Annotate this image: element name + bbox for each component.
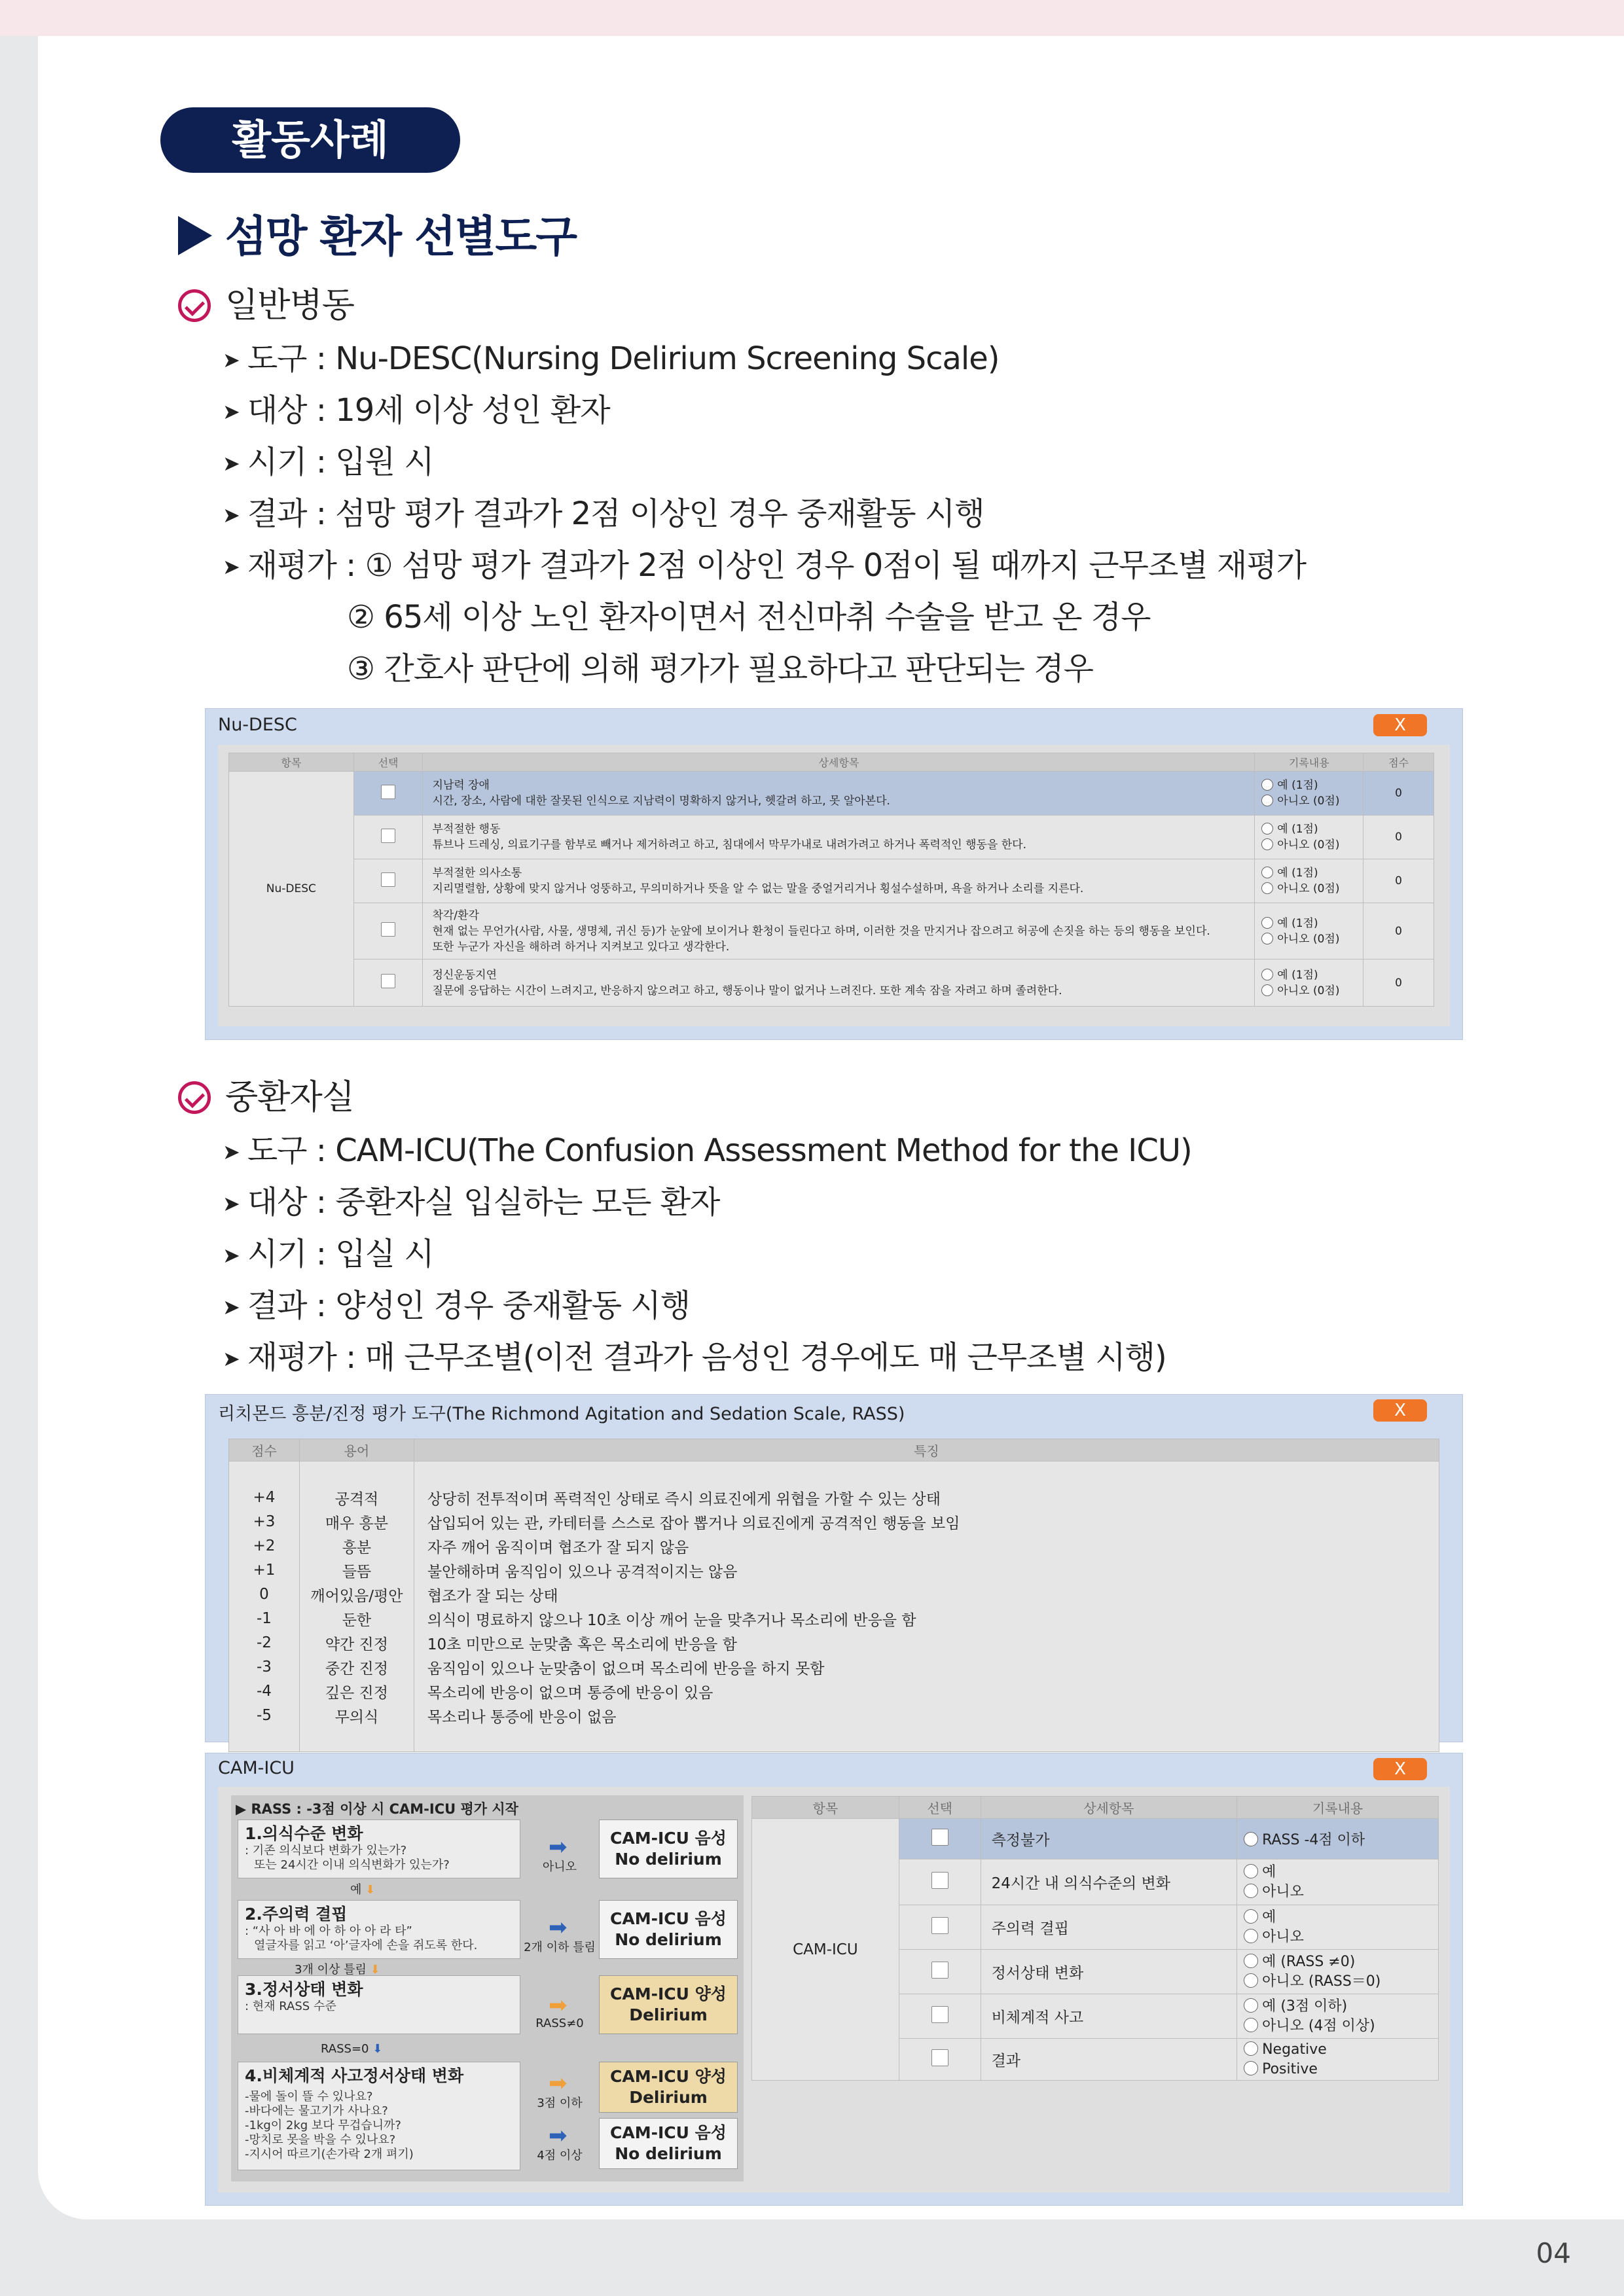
arrow-icon: ➤	[223, 1295, 240, 1319]
checkbox[interactable]	[381, 872, 395, 887]
flow-step-3: 3.정서상태 변화 : 현재 RASS 수준	[238, 1975, 520, 2034]
arrow-icon: ➤	[223, 451, 240, 476]
checkbox[interactable]	[381, 785, 395, 799]
table-row: Nu-DESC 지남력 장애 시간, 장소, 사람에 대한 잘못된 인식으로 지남력이 명확하지 않거나, 헷갈려 하고, 못 알아본다. 예 (1점) 아니오 (0점) 0	[229, 772, 1434, 816]
group-label: Nu-DESC	[229, 772, 354, 1007]
check-circle-icon	[178, 289, 211, 322]
down-arrow-icon: ⬇	[365, 1883, 376, 1897]
radio-button[interactable]	[1261, 984, 1273, 996]
table-row: -3 중간 진정 움직임이 있으나 눈맞춤이 없으며 목소리에 반응을 하지 못함	[229, 1655, 1439, 1679]
radio-button[interactable]	[1244, 1954, 1258, 1968]
result-negative: CAM-ICU 음성 No delirium	[599, 2118, 738, 2169]
arrow-icon: ➤	[223, 1191, 240, 1216]
icu-item: ➤ 도구 : CAM-ICU(The Confusion Assessment Method for the ICU)	[223, 1132, 1192, 1169]
ward-title: 일반병동	[225, 286, 354, 325]
col-header: 선택	[899, 1797, 981, 1819]
arrow-icon: ➤	[223, 1346, 240, 1371]
table-row: -1 둔한 의식이 명료하지 않으나 10초 이상 깨어 눈을 맞추거나 목소리에 반응을 함	[229, 1607, 1439, 1631]
checkbox[interactable]	[931, 1962, 948, 1979]
right-arrow-icon: ➡	[549, 1834, 568, 1860]
table-row: 정신운동지연 질문에 응답하는 시간이 느려지고, 반응하지 않으려고 하고, 행동이나 말이 없거나 느려진다. 또한 계속 잠을 자려고 하며 졸려한다. 예 (1점) 아니오 (0점) 0	[229, 960, 1434, 1007]
arrow-icon: ➤	[223, 348, 240, 372]
checkbox[interactable]	[381, 922, 395, 937]
col-header: 항목	[752, 1797, 899, 1819]
section-pill: 활동사례	[160, 107, 460, 173]
radio-button[interactable]	[1261, 795, 1273, 806]
item-title: 결과	[981, 2039, 1237, 2081]
rass-title: 리치몬드 흥분/진정 평가 도구(The Richmond Agitation and Sedation Scale, RASS)	[218, 1404, 905, 1424]
item-title: 지남력 장애	[432, 779, 490, 792]
col-header: 선택	[353, 753, 423, 772]
col-header: 용어	[299, 1439, 414, 1462]
arrow-label: 4점 이상	[537, 2149, 583, 2162]
cam-title: CAM-ICU	[218, 1758, 295, 1778]
table-row: 부적절한 의사소통 지리멸렬함, 상황에 맞지 않거나 엉뚱하고, 무의미하거나 뜻을 알 수 없는 말을 중얼거리거나 횡설수설하며, 욕을 하거나 소리를 지른다. 예 (1점) 아니오 (0점) 0	[229, 859, 1434, 903]
connector-label: 3개 이상 틀림 ⬇	[295, 1963, 380, 1977]
radio-button[interactable]	[1261, 917, 1273, 929]
right-arrow-icon: ➡	[549, 1992, 568, 2018]
radio-button[interactable]	[1244, 2061, 1258, 2075]
icu-item: ➤ 대상 : 중환자실 입실하는 모든 환자	[223, 1184, 720, 1221]
connector-label: 예 ⬇	[350, 1883, 376, 1897]
item-desc: 지리멸렬함, 상황에 맞지 않거나 엉뚱하고, 무의미하거나 뜻을 알 수 없는 말을 중얼거리거나 횡설수설하며, 욕을 하거나 소리를 지른다.	[432, 882, 1084, 895]
table-row: +3 매우 흥분 삽입되어 있는 관, 카테터를 스스로 잡아 뽑거나 의료진에게 공격적인 행동을 보임	[229, 1510, 1439, 1534]
arrow-icon: ➤	[223, 503, 240, 528]
item-desc: 질문에 응답하는 시간이 느려지고, 반응하지 않으려고 하고, 행동이나 말이 없거나 느려진다. 또한 계속 잠을 자려고 하며 졸려한다.	[432, 984, 1062, 997]
arrow-icon: ➤	[223, 1139, 240, 1164]
rass-table	[228, 1439, 1439, 1752]
table-row: 비체계적 사고 예 (3점 이하) 아니오 (4점 이상)	[752, 1994, 1439, 2039]
check-circle-icon	[178, 1081, 211, 1114]
radio-button[interactable]	[1244, 1973, 1258, 1988]
down-arrow-icon: ⬇	[372, 2042, 383, 2056]
radio-button[interactable]	[1261, 838, 1273, 850]
item-desc: 시간, 장소, 사람에 대한 잘못된 인식으로 지남력이 명확하지 않거나, 헷갈려 하고, 못 알아본다.	[432, 795, 890, 808]
col-header: 기록내용	[1237, 1797, 1439, 1819]
item-desc: 현재 없는 무언가(사람, 사물, 생명체, 귀신 등)가 눈앞에 보이거나 환청이 들린다고 하며, 이러한 것을 만지거나 잡으려고 허공에 손짓을 하는 등의 행동을 보인다.	[432, 924, 1210, 938]
radio-button[interactable]	[1261, 823, 1273, 834]
ward-item: ➤ 도구 : Nu-DESC(Nursing Delirium Screening Scale)	[223, 340, 1000, 377]
col-header: 특징	[414, 1439, 1439, 1462]
table-row: +2 흥분 자주 깨어 움직이며 협조가 잘 되지 않음	[229, 1534, 1439, 1558]
table-row: -5 무의식 목소리나 통증에 반응이 없음	[229, 1704, 1439, 1728]
icu-title: 중환자실	[225, 1078, 354, 1117]
group-label: CAM-ICU	[752, 1819, 899, 2081]
nudesc-table	[228, 753, 1434, 1007]
radio-button[interactable]	[1261, 969, 1273, 980]
table-row: 0 깨어있음/평안 협조가 잘 되는 상태	[229, 1583, 1439, 1607]
radio-button[interactable]	[1244, 1832, 1258, 1846]
ward-item: ➤ 결과 : 섬망 평가 결과가 2점 이상인 경우 중재활동 시행	[223, 495, 984, 532]
cam-table	[751, 1796, 1439, 2081]
down-arrow-icon: ⬇	[370, 1963, 380, 1977]
item-desc: 또한 누군가 자신을 해하려 하거나 지켜보고 있다고 생각한다.	[432, 940, 730, 954]
checkbox[interactable]	[381, 829, 395, 843]
table-row: CAM-ICU 측정불가 RASS -4점 이하	[752, 1819, 1439, 1859]
item-title: 비체계적 사고	[981, 1994, 1237, 2039]
result-negative: CAM-ICU 음성 No delirium	[599, 1900, 738, 1959]
item-title: 부적절한 의사소통	[432, 867, 522, 880]
nudesc-close-button[interactable]: X	[1373, 714, 1427, 736]
col-header: 점수	[1363, 753, 1434, 772]
checkbox[interactable]	[381, 974, 395, 988]
checkbox[interactable]	[931, 1829, 948, 1846]
col-header: 기록내용	[1255, 753, 1363, 772]
item-title: 24시간 내 의식수준의 변화	[981, 1859, 1237, 1905]
flow-step-1: 1.의식수준 변화 : 기존 의식보다 변화가 있는가? 또는 24시간 이내 의식변화가 있는가?	[238, 1820, 520, 1878]
table-row: +1 들뜸 불안해하며 움직임이 있으나 공격적이지는 않음	[229, 1558, 1439, 1583]
table-row: 주의력 결핍 예 아니오	[752, 1905, 1439, 1950]
item-title: 주의력 결핍	[981, 1905, 1237, 1950]
ward-reeval-3: ③ 간호사 판단에 의해 평가가 필요하다고 판단되는 경우	[347, 651, 1093, 687]
score: 0	[1363, 772, 1434, 816]
arrow-label: 3점 이하	[537, 2096, 583, 2110]
table-row: -2 약간 진정 10초 미만으로 눈맞춤 혹은 목소리에 반응을 함	[229, 1631, 1439, 1655]
icu-item: ➤ 시기 : 입실 시	[223, 1236, 434, 1272]
ward-heading	[178, 283, 354, 329]
nudesc-title: Nu-DESC	[218, 715, 297, 735]
triangle-icon	[178, 216, 212, 255]
item-title: 부적절한 행동	[432, 823, 501, 836]
radio-button[interactable]	[1244, 1929, 1258, 1943]
col-header: 상세항목	[423, 753, 1255, 772]
item-title: 측정불가	[981, 1819, 1237, 1859]
checkbox[interactable]	[931, 2049, 948, 2066]
item-title: 정신운동지연	[432, 968, 497, 982]
arrow-label: RASS≠0	[535, 2017, 584, 2030]
top-band	[0, 0, 1624, 36]
icu-heading	[178, 1075, 354, 1121]
checkbox[interactable]	[931, 1872, 948, 1889]
table-row: 부적절한 행동 튜브나 드레싱, 의료기구를 함부로 빼거나 제거하려고 하고, 침대에서 막무가내로 내려가려고 하거나 폭력적인 행동을 한다. 예 (1점) 아니오 (0점) 0	[229, 816, 1434, 859]
right-arrow-icon: ➡	[549, 1914, 568, 1941]
radio-button[interactable]	[1261, 867, 1273, 878]
col-header: 점수	[229, 1439, 300, 1462]
score: 0	[1363, 960, 1434, 1007]
item-desc: 튜브나 드레싱, 의료기구를 함부로 빼거나 제거하려고 하고, 침대에서 막무가내로 내려가려고 하거나 폭력적인 행동을 한다.	[432, 838, 1027, 852]
radio-button[interactable]	[1244, 2041, 1258, 2056]
col-header: 항목	[229, 753, 354, 772]
arrow-icon: ➤	[223, 554, 240, 579]
section-title-text: 섬망 환자 선별도구	[225, 211, 577, 262]
arrow-label: 아니오	[542, 1860, 577, 1874]
arrow-label: 2개 이하 틀림	[524, 1941, 596, 1954]
table-row: 24시간 내 의식수준의 변화 예 아니오	[752, 1859, 1439, 1905]
score: 0	[1363, 903, 1434, 960]
ward-item: ➤ 대상 : 19세 이상 성인 환자	[223, 392, 610, 429]
radio-button[interactable]	[1244, 2018, 1258, 2032]
result-positive: CAM-ICU 양성 Delirium	[599, 2062, 738, 2113]
ward-reeval-2: ② 65세 이상 노인 환자이면서 전신마취 수술을 받고 온 경우	[347, 599, 1151, 636]
col-header: 상세항목	[981, 1797, 1237, 1819]
radio-button[interactable]	[1244, 1884, 1258, 1898]
checkbox[interactable]	[931, 2006, 948, 2023]
table-row: 정서상태 변화 예 (RASS ≠0) 아니오 (RASS＝0)	[752, 1950, 1439, 1994]
radio-button[interactable]	[1244, 1998, 1258, 2013]
page-number: 04	[1536, 2237, 1571, 2269]
table-row: +4 공격적 상당히 전투적이며 폭력적인 상태로 즉시 의료진에게 위협을 가할 수 있는 상태	[229, 1486, 1439, 1510]
item-title: 정서상태 변화	[981, 1950, 1237, 1994]
connector-label: RASS=0 ⬇	[321, 2042, 383, 2056]
flow-step-4: 4.비체계적 사고정서상태 변화 -물에 돌이 뜰 수 있나요? -바다에는 물고기가 사나요? -1kg이 2kg 보다 무겁습니까? -망치로 못을 박을 수 있나요? -지시어 따르기(손가락 2개 펴기)	[238, 2062, 520, 2170]
icu-item: ➤ 재평가 : 매 근무조별(이전 결과가 음성인 경우에도 매 근무조별 시행)	[223, 1339, 1166, 1376]
radio-button[interactable]	[1244, 1864, 1258, 1878]
radio-button[interactable]	[1261, 933, 1273, 944]
radio-button[interactable]	[1261, 882, 1273, 894]
flow-step-2: 2.주의력 결핍 : “사 아 바 에 아 하 아 아 라 타” 열글자를 읽고 ‘아’글자에 손을 쥐도록 한다.	[238, 1900, 520, 1959]
result-positive: CAM-ICU 양성 Delirium	[599, 1975, 738, 2034]
ward-item: ➤ 시기 : 입원 시	[223, 444, 434, 480]
ward-item: ➤ 재평가 : ① 섬망 평가 결과가 2점 이상인 경우 0점이 될 때까지 근무조별 재평가	[223, 547, 1307, 584]
flow-start: ▶ RASS : -3점 이상 시 CAM-ICU 평가 시작	[236, 1801, 518, 1817]
arrow-icon: ➤	[223, 1243, 240, 1268]
right-arrow-icon: ➡	[549, 2070, 568, 2096]
radio-button[interactable]	[1261, 779, 1273, 791]
table-row: 착각/환각 현재 없는 무언가(사람, 사물, 생명체, 귀신 등)가 눈앞에 보이거나 환청이 들린다고 하며, 이러한 것을 만지거나 잡으려고 허공에 손짓을 하는 등의 행동을 보인다. 또한 누군가 자신을 해하려 하거나 지켜보고 있다고 생각한다. 예 (1점) 아니오 (0점) 0	[229, 903, 1434, 960]
icu-item: ➤ 결과 : 양성인 경우 중재활동 시행	[223, 1287, 691, 1324]
score: 0	[1363, 816, 1434, 859]
item-title: 착각/환각	[432, 908, 479, 922]
arrow-icon: ➤	[223, 399, 240, 424]
checkbox[interactable]	[931, 1917, 948, 1934]
table-row: 결과 Negative Positive	[752, 2039, 1439, 2081]
section-title	[178, 202, 576, 264]
table-row: -4 깊은 진정 목소리에 반응이 없으며 통증에 반응이 있음	[229, 1679, 1439, 1704]
result-negative: CAM-ICU 음성 No delirium	[599, 1820, 738, 1878]
right-arrow-icon: ➡	[549, 2123, 568, 2149]
rass-close-button[interactable]: X	[1373, 1399, 1427, 1422]
cam-close-button[interactable]: X	[1373, 1758, 1427, 1780]
score: 0	[1363, 859, 1434, 903]
radio-button[interactable]	[1244, 1909, 1258, 1924]
